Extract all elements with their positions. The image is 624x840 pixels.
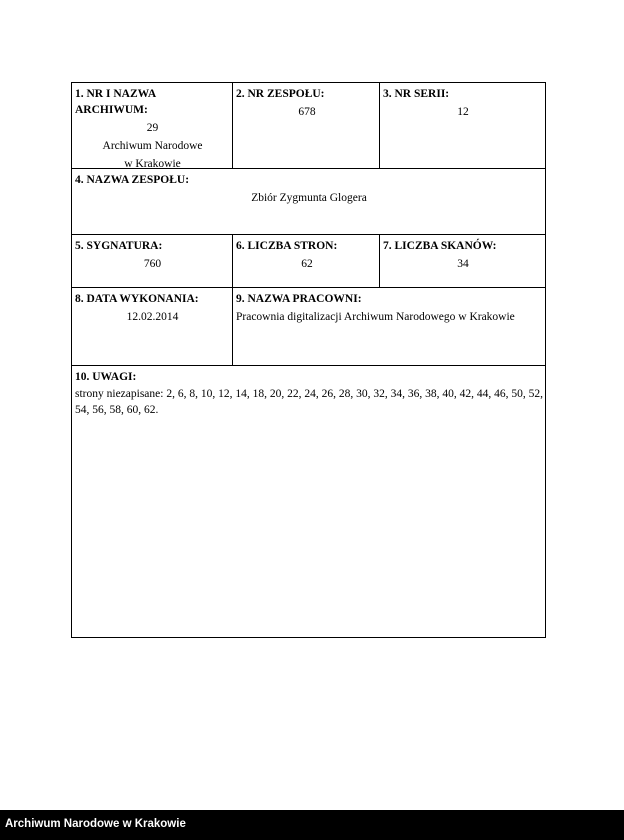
scan-count-value: 34 — [457, 258, 469, 270]
remarks-value: strony niezapisane: 2, 6, 8, 10, 12, 14, 18, 20, 22, 24, 26, 28, 30, 32, 34, 36, 38, 40, 42, 44, 46, 50, 52, 54, 56, 58, 60, 62. — [75, 388, 543, 416]
field-fonds-number — [236, 86, 378, 120]
row-divider-2 — [71, 234, 546, 235]
form-border-bottom — [71, 637, 546, 638]
col-divider-r1a — [232, 82, 233, 169]
row-divider-3 — [71, 287, 546, 288]
field-workshop — [236, 291, 544, 325]
field-remarks — [75, 369, 545, 418]
series-number-value: 12 — [457, 106, 469, 118]
signature-label: 5. SYGNATURA: — [75, 240, 163, 252]
field-signature — [75, 238, 230, 272]
archive-number: 29 — [146, 122, 159, 134]
field-series-number — [383, 86, 543, 120]
workshop-label: 9. NAZWA PRACOWNI: — [236, 293, 362, 305]
date-label: 8. DATA WYKONANIA: — [75, 293, 199, 305]
form-border-left — [71, 82, 72, 638]
scan-count-label: 7. LICZBA SKANÓW: — [383, 240, 497, 252]
col-divider-r3b — [379, 234, 380, 288]
archive-label: 1. NR I NAZWA ARCHIWUM: — [75, 88, 156, 116]
series-number-label: 3. NR SERII: — [383, 88, 450, 100]
footer-bar — [0, 810, 624, 840]
field-fonds-name — [75, 172, 543, 206]
remarks-label: 10. UWAGI: — [75, 371, 137, 383]
field-date — [75, 291, 230, 325]
col-divider-r4a — [232, 287, 233, 366]
workshop-value: Pracownia digitalizacji Archiwum Narodowego w Krakowie — [236, 311, 515, 323]
archive-name-line2: w Krakowie — [124, 158, 181, 170]
page-count-label: 6. LICZBA STRON: — [236, 240, 338, 252]
field-scan-count — [383, 238, 543, 272]
archive-name-line1: Archiwum Narodowe — [102, 140, 203, 152]
fonds-name-label: 4. NAZWA ZESPOŁU: — [75, 174, 190, 186]
form-border-top — [71, 82, 546, 83]
fonds-number-label: 2. NR ZESPOŁU: — [236, 88, 325, 100]
fonds-name-value: Zbiór Zygmunta Glogera — [251, 192, 367, 204]
field-page-count — [236, 238, 378, 272]
date-value: 12.02.2014 — [126, 311, 179, 323]
fonds-number-value: 678 — [298, 106, 316, 118]
footer-text: Archiwum Narodowe w Krakowie — [5, 818, 186, 830]
row-divider-4 — [71, 365, 546, 366]
field-archive — [75, 86, 230, 172]
signature-value: 760 — [143, 258, 162, 270]
col-divider-r3a — [232, 234, 233, 288]
page-count-value: 62 — [301, 258, 313, 270]
col-divider-r1b — [379, 82, 380, 169]
form-border-right — [545, 82, 546, 638]
